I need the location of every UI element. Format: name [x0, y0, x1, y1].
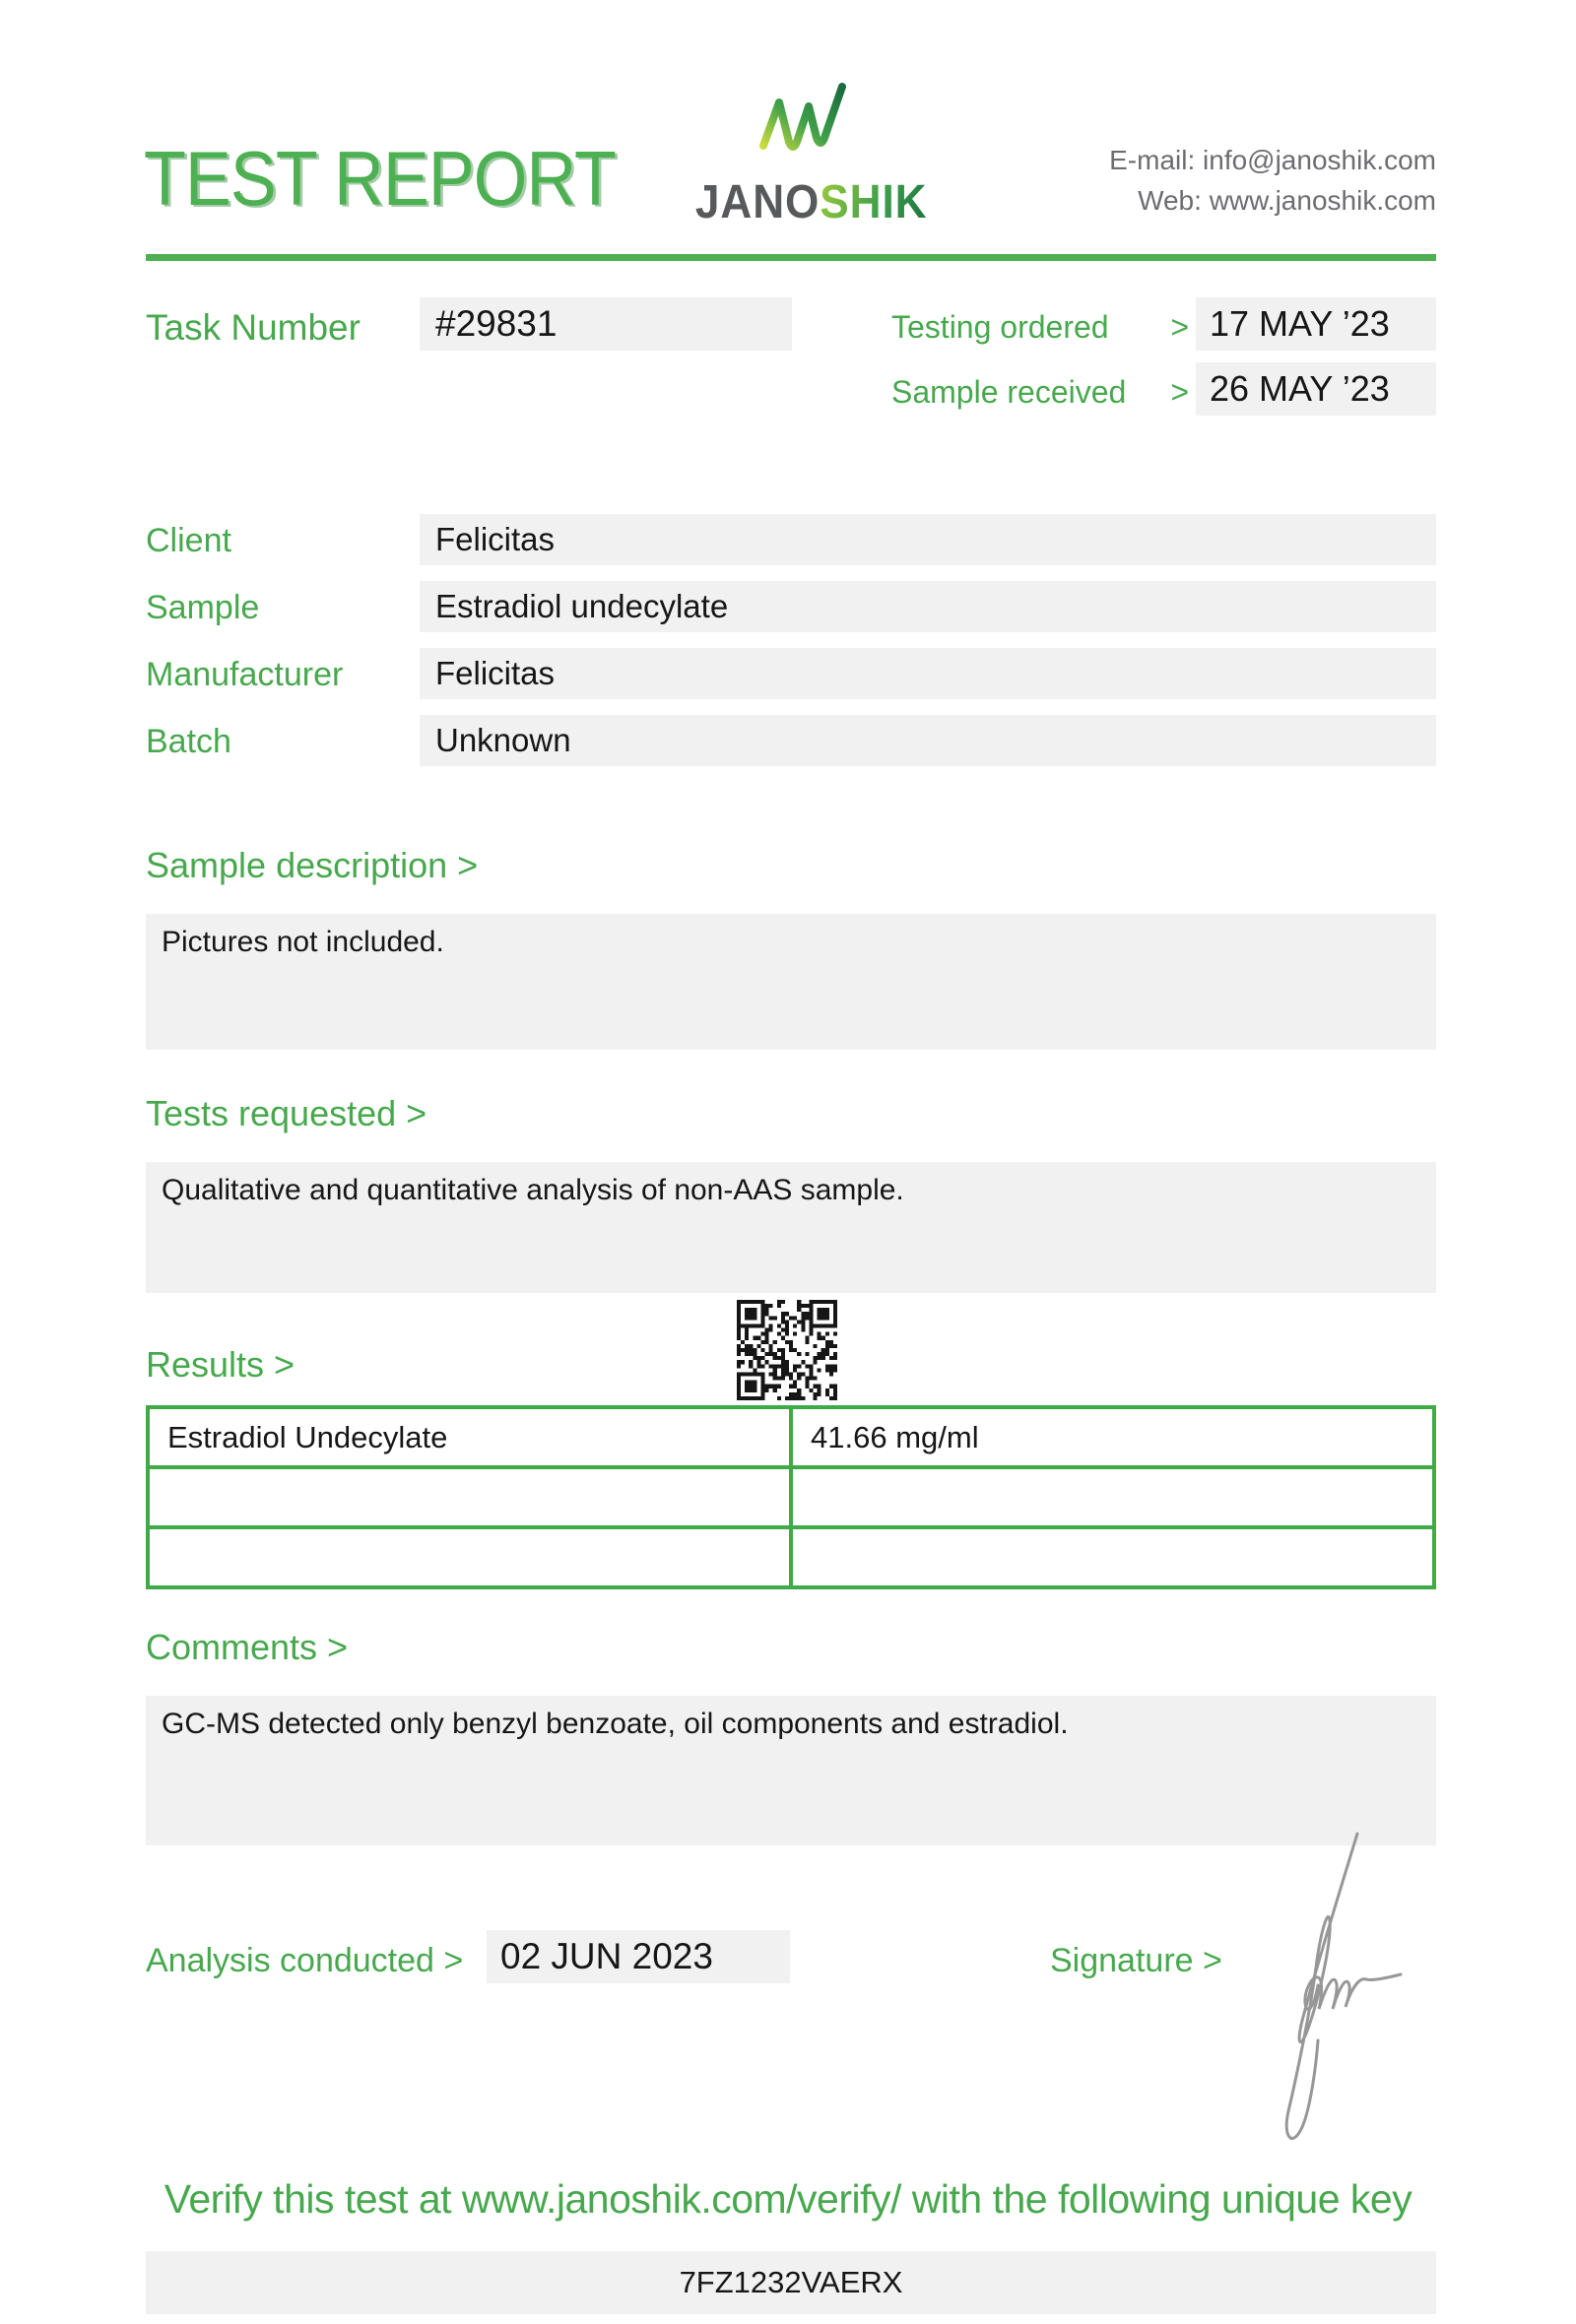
sample-description-heading: Sample description >: [146, 845, 479, 885]
results-table: [146, 1405, 1436, 1589]
client-value: Felicitas: [420, 514, 1436, 565]
comments-box: [146, 1696, 1436, 1845]
sample-received-value: 26 MAY ’23: [1196, 362, 1436, 416]
client-label: Client: [146, 522, 231, 559]
manufacturer-label: Manufacturer: [146, 656, 344, 693]
sample-received-label: Sample received >: [891, 374, 1189, 410]
page-title: TEST REPORT: [144, 135, 617, 222]
analysis-conducted-label: Analysis conducted >: [146, 1942, 464, 1979]
chevron-right-icon: >: [1170, 309, 1189, 345]
sample-label: Sample: [146, 589, 260, 626]
results-heading: Results >: [146, 1344, 296, 1385]
logo-wordmark: [694, 175, 928, 229]
batch-label: Batch: [146, 723, 231, 760]
signature-label: Signature >: [1050, 1942, 1222, 1979]
result-value-cell: [791, 1467, 1434, 1527]
sample-description-box: [146, 914, 1436, 1050]
tests-requested-heading: Tests requested >: [146, 1093, 427, 1133]
manufacturer-value: Felicitas: [420, 648, 1436, 699]
signature-scrawl: [1253, 1820, 1430, 2155]
janoshik-logo: [686, 81, 930, 229]
result-analyte-cell: Estradiol Undecylate: [148, 1407, 791, 1467]
result-analyte-cell: [148, 1467, 791, 1527]
batch-value: Unknown: [420, 715, 1436, 766]
contact-block: [1109, 140, 1436, 221]
task-number-label: Task Number: [146, 307, 361, 348]
chevron-right-icon: >: [1170, 374, 1189, 410]
contact-email: E-mail: info@janoshik.com: [1109, 145, 1436, 175]
testing-ordered-label: Testing ordered >: [891, 309, 1189, 345]
testing-ordered-value: 17 MAY ’23: [1196, 297, 1436, 351]
task-number-value: #29831: [420, 297, 792, 351]
tests-requested-text: Qualitative and quantitative analysis of non-AAS sample.: [162, 1174, 904, 1206]
analysis-date-value: 02 JUN 2023: [487, 1930, 790, 1983]
result-value-cell: 41.66 mg/ml: [791, 1407, 1434, 1467]
logo-jano: JANO: [694, 176, 821, 228]
qr-code: [737, 1300, 837, 1400]
comments-heading: Comments >: [146, 1627, 349, 1667]
contact-web: Web: www.janoshik.com: [1138, 185, 1436, 216]
rising-chart-icon: [750, 81, 866, 171]
result-value-cell: [791, 1527, 1434, 1587]
header-divider: [146, 254, 1436, 261]
sample-description-text: Pictures not included.: [162, 926, 444, 958]
result-analyte-cell: [148, 1527, 791, 1587]
table-row: [148, 1407, 1434, 1467]
logo-shik: SHIK: [820, 176, 928, 228]
comments-text: GC-MS detected only benzyl benzoate, oil components and estradiol.: [162, 1708, 1069, 1740]
table-row: [148, 1527, 1434, 1587]
table-row: [148, 1467, 1434, 1527]
verify-key-value: 7FZ1232VAERX: [146, 2251, 1436, 2314]
tests-requested-box: [146, 1162, 1436, 1293]
sample-value: Estradiol undecylate: [420, 581, 1436, 632]
verify-instruction: Verify this test at www.janoshik.com/verify/ with the following unique key: [164, 2176, 1412, 2222]
